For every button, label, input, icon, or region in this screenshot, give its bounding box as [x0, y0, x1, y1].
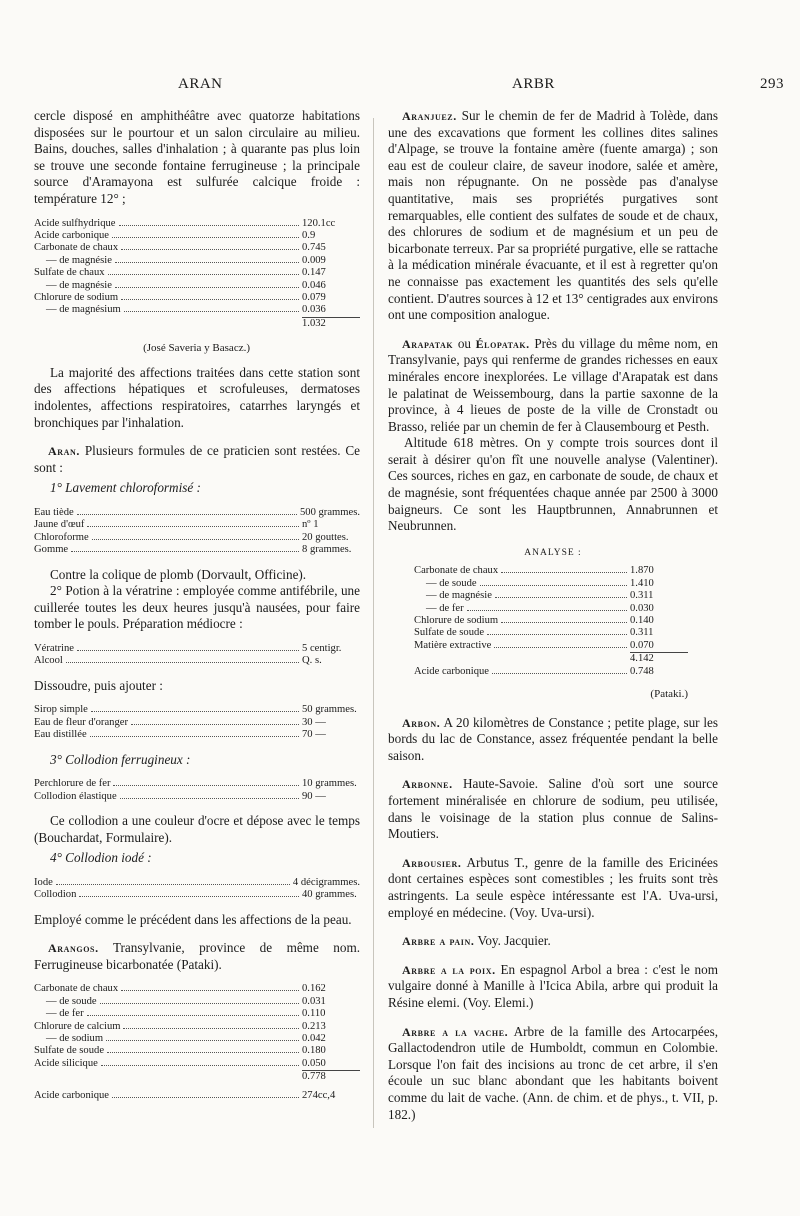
- dot-leader: [495, 597, 627, 598]
- dot-leader: [115, 262, 299, 263]
- table-value: 0.046: [302, 279, 326, 291]
- table-row: [34, 292, 360, 304]
- table-row: [34, 655, 360, 667]
- table-label: — de soude: [426, 577, 477, 589]
- table-value: 0.079: [302, 292, 326, 303]
- table-row: [34, 717, 360, 729]
- table-total: 0.778: [302, 1070, 360, 1083]
- table-value: 500 grammes.: [299, 506, 360, 518]
- dot-leader: [494, 647, 627, 648]
- table-label: Acide carbonique: [34, 229, 110, 241]
- table-row: [34, 242, 360, 254]
- page-number: 293: [760, 76, 784, 92]
- dot-leader: [101, 1065, 299, 1066]
- paragraph: cercle disposé en amphithéâtre avec quatorze habitations disposées sur le pourtour et un salon circulaire au milieu. Bains, douches, salles d'inhalation ; à quarante pas plus loin se trouve une seconde fontaine ferrugineuse ; la principale source d'Aramayona est sulfurée calcique froide : température 12° ;: [34, 108, 360, 206]
- table-value: 0.745: [302, 242, 326, 254]
- entry-arbre-a-la-vache: [388, 1024, 718, 1124]
- table-row: [34, 1033, 360, 1045]
- headword: Arangos.: [48, 941, 99, 956]
- table-value: 1.410: [630, 577, 654, 589]
- entry-text: Près du village du même nom, en Transylvanie, pays qui renferme de grandes richesses en eaux minérales encore inexplorées. Le village d'Arapatak est dans le palatinat de Weissembourg, dans la partie saxonne de la province, à 4 lieues de poste de la ville de Cronstadt ou Brasso, reliée par un chemin de fer à Clausembourg et Pesth.: [388, 335, 719, 434]
- entry-arapatak: [388, 336, 718, 436]
- dot-leader: [87, 1015, 299, 1016]
- headword: Arbousier.: [402, 855, 462, 870]
- table-label: Carbonate de chaux: [34, 242, 119, 254]
- table-label: Sulfate de chaux: [34, 267, 105, 279]
- headword: Aran.: [48, 444, 80, 459]
- table-label: Acide silicique: [34, 1057, 98, 1069]
- dot-leader: [56, 884, 290, 885]
- paragraph: Altitude 618 mètres. On y compte trois sources dont il serait à désirer qu'on fît une nouvelle analyse (Valentiner). Ces sources, riches en gaz, en carbonate de soude, de chaux et de magnésie, sont fréquentées chaque année par 2500 à 3000 baigneurs. Ce sont les Hauptbrunnen, Annabrunnen et Neubrunnen.: [388, 435, 718, 534]
- dot-leader: [112, 237, 299, 238]
- formula-title: 3° Collodion ferrugineux :: [50, 751, 191, 767]
- table-value: Q. s.: [302, 655, 322, 667]
- dot-leader: [91, 711, 299, 712]
- table-value: 0.110: [302, 1008, 326, 1020]
- table-value: nº 1: [302, 519, 319, 531]
- paragraph: Employé comme le précédent dans les affections de la peau.: [34, 911, 352, 927]
- paragraph: Dissoudre, puis ajouter :: [34, 677, 163, 693]
- entry-text: Voy. Jacquier.: [477, 933, 551, 949]
- table-row: [34, 729, 360, 741]
- paragraph: La majorité des affections traitées dans cette station sont des affections hépatiques et scrofuleuses, dermatoses indolentes, affections respiratoires, catarrhes laryngés et bronchiques par l'inhalation.: [34, 364, 360, 430]
- headword: Arbre a la poix.: [402, 962, 496, 977]
- entry-aranjuez: [388, 108, 718, 324]
- table-row: [34, 544, 360, 556]
- table-row: [34, 778, 360, 790]
- table-row: [414, 578, 688, 590]
- table-row: [34, 230, 360, 242]
- dot-leader: [121, 299, 299, 300]
- table-label: Perchlorure de fer: [34, 778, 111, 790]
- table-value: 0.9: [302, 229, 316, 241]
- dot-leader: [121, 990, 299, 991]
- entry-text: Arbre de la famille des Artocarpées, Gallactodendron utile de Humboldt, commun en Colombie. Lorsque l'on fait des incisions au tronc de cet arbre, il s'en écoule un suc blanc abondant que les habitants boivent comme du lait de vache. (Ann. de chim. et de phys., t. VII, p. 182.): [388, 1023, 718, 1122]
- table-source: (Pataki.): [650, 688, 688, 701]
- table-label: Collodion: [34, 889, 77, 901]
- table-label: Alcool: [34, 655, 63, 667]
- table-row: [34, 507, 360, 519]
- table-value: 8 grammes.: [302, 544, 352, 556]
- table-value: 70 —: [302, 729, 326, 741]
- dot-leader: [77, 514, 297, 515]
- dot-leader: [71, 551, 299, 552]
- left-column: [34, 108, 360, 1112]
- dot-leader: [480, 585, 627, 586]
- table-row: [34, 1021, 360, 1033]
- table-value: 0.042: [302, 1033, 326, 1044]
- entry-arangos: [34, 940, 360, 973]
- analysis-table-aramayona: [34, 218, 360, 317]
- table-label: Matière extractive: [414, 639, 492, 651]
- formula-table: [34, 643, 360, 668]
- paragraph: Contre la colique de plomb (Dorvault, Officine).: [50, 566, 307, 582]
- dot-leader: [501, 622, 627, 623]
- entry-arbonne: [388, 776, 718, 842]
- table-label: Carbonate de chaux: [414, 565, 499, 577]
- analysis-table-arapatak: [388, 565, 718, 652]
- table-value: 0.147: [302, 267, 326, 279]
- formula-paragraph: 2° Potion à la vératrine : employée comme antifébrile, une cuillerée toutes les deux heures jusqu'à nausées, pour faire tomber le pouls. Préparation médiocre :: [34, 583, 360, 632]
- table-label: Vératrine: [34, 642, 74, 654]
- table-label: Acide carbonique: [34, 1089, 110, 1101]
- table-value: 0.311: [630, 627, 654, 639]
- table-row: [34, 983, 360, 995]
- formula-table: [34, 507, 360, 557]
- table-value: 0.030: [630, 602, 654, 614]
- paragraph: Ce collodion a une couleur d'ocre et dépose avec le temps (Bouchardat, Formulaire).: [34, 813, 360, 845]
- entry-aran: [34, 443, 360, 476]
- table-value: 120.1cc: [302, 217, 336, 229]
- dot-leader: [119, 225, 300, 226]
- dot-leader: [467, 610, 627, 611]
- table-total: 1.032: [302, 317, 360, 330]
- formula-table: [34, 877, 360, 902]
- dot-leader: [107, 1052, 299, 1053]
- table-label: — de sodium: [46, 1033, 104, 1044]
- table-row: [414, 590, 688, 602]
- table-value: 20 gouttes.: [302, 531, 349, 543]
- table-row: [34, 519, 360, 531]
- table-row: [34, 704, 360, 716]
- table-row: [34, 889, 360, 901]
- table-label: — de magnésie: [46, 254, 112, 266]
- running-header: [0, 76, 800, 98]
- table-value: 0.070: [630, 639, 654, 651]
- dot-leader: [92, 539, 299, 540]
- formula-table: [34, 704, 360, 741]
- table-row: [34, 996, 360, 1008]
- table-label: Gomme: [34, 544, 69, 556]
- dot-leader: [90, 736, 299, 737]
- table-value: 30 —: [302, 716, 326, 728]
- table-row: [414, 603, 688, 615]
- table-label: Chlorure de sodium: [414, 615, 499, 627]
- table-value: 4 décigrammes.: [292, 876, 360, 888]
- table-row: [34, 218, 360, 230]
- dot-leader: [106, 1040, 299, 1041]
- table-value: 50 grammes.: [302, 704, 357, 716]
- table-value: 0.180: [302, 1045, 326, 1057]
- table-value: 10 grammes.: [302, 778, 357, 790]
- dot-leader: [124, 311, 299, 312]
- dot-leader: [108, 274, 299, 275]
- table-value: 0.162: [302, 983, 326, 995]
- table-row: [34, 643, 360, 655]
- dot-leader: [121, 249, 299, 250]
- table-row: [34, 280, 360, 292]
- table-label: Collodion élastique: [34, 790, 117, 802]
- dot-leader: [100, 1003, 299, 1004]
- table-label: Eau distillée: [34, 729, 87, 741]
- headword: Arbon.: [402, 715, 441, 730]
- table-value: 5 centigr.: [302, 642, 342, 654]
- entry-text: ou: [457, 335, 471, 351]
- table-label: Carbonate de chaux: [34, 983, 119, 995]
- right-column: [388, 108, 718, 1123]
- table-label: — de magnésium: [46, 304, 121, 316]
- entry-text: Arbutus T., genre de la famille des Ericinées dont certaines espèces sont comestibles ; les fruits sont très astringents. La seule espèce intéressante est l'A. Uva-ursi, employé en médecine. (Voy. Uva-ursi).: [388, 854, 718, 920]
- table-value: 0.031: [302, 995, 326, 1007]
- table-label: Chlorure de calcium: [34, 1020, 121, 1032]
- table-label: — de fer: [426, 602, 464, 614]
- table-label: Chlorure de sodium: [34, 292, 119, 303]
- table-value: 0.748: [630, 665, 654, 677]
- table-label: Sirop simple: [34, 704, 88, 716]
- headword: Arbre a la vache.: [402, 1024, 509, 1039]
- table-label: Iode: [34, 876, 53, 888]
- headword: Aranjuez.: [402, 109, 457, 123]
- table-label: — de magnésie: [426, 590, 492, 602]
- entry-text: A 20 kilomètres de Constance ; petite plage, sur les bords du lac de Constance, assez fréquentée pendant la belle saison.: [388, 714, 718, 763]
- dot-leader: [120, 798, 299, 799]
- analysis-table-arangos: [34, 983, 360, 1070]
- dot-leader: [115, 287, 299, 288]
- table-row: [34, 267, 360, 279]
- dot-leader: [501, 572, 627, 573]
- formula-title: 4° Collodion iodé :: [50, 850, 152, 866]
- entry-text: Plusieurs formules de ce praticien sont restées. Ce sont :: [34, 443, 360, 475]
- table-value: 274cc,4: [302, 1089, 336, 1101]
- dot-leader: [87, 526, 299, 527]
- entry-arbre-a-la-poix: [388, 962, 718, 1012]
- dot-leader: [487, 634, 627, 635]
- table-label: — de magnésie: [46, 279, 112, 291]
- dot-leader: [66, 662, 299, 663]
- table-value: 90 —: [302, 790, 326, 802]
- dot-leader: [131, 724, 299, 725]
- table-value: 0.311: [630, 590, 654, 602]
- table-value: 0.036: [302, 304, 326, 316]
- table-row: [34, 304, 360, 316]
- entry-arbre-a-pain: [388, 933, 718, 950]
- table-row: [34, 877, 360, 889]
- table-row: [34, 791, 360, 803]
- formula-title: 1° Lavement chloroformisé :: [50, 480, 201, 496]
- table-row: [34, 1045, 360, 1057]
- formula-table: [34, 778, 360, 803]
- header-left-word: ARAN: [178, 76, 223, 92]
- headword: Arbre a pain.: [402, 934, 475, 949]
- table-row: [34, 532, 360, 544]
- table-value: 40 grammes.: [302, 889, 357, 901]
- table-row: [414, 565, 688, 577]
- entry-arbon: [388, 715, 718, 765]
- table-label: Acide sulfhydrique: [34, 217, 116, 229]
- table-label: — de soude: [46, 995, 97, 1007]
- table-value: 1.870: [630, 565, 654, 577]
- entry-text: En espagnol Arbol a brea : c'est le nom vulgaire donné à Manille à l'Icica Abila, arbre qui produit la Résine elemi. (Voy. Elemi.): [388, 961, 719, 1010]
- headword: Élopatak.: [475, 336, 530, 351]
- dot-leader: [79, 896, 299, 897]
- table-label: Eau tiède: [34, 506, 74, 518]
- table-value: 0.050: [302, 1057, 326, 1069]
- table-row: [414, 640, 688, 652]
- table-label: Acide carbonique: [414, 665, 490, 677]
- table-value: 0.213: [302, 1020, 326, 1032]
- table-row: [414, 627, 688, 639]
- table-total: 4.142: [630, 652, 688, 665]
- header-center-word: ARBR: [512, 76, 555, 92]
- analysis-label: ANALYSE :: [524, 547, 582, 558]
- column-divider: [373, 118, 374, 1128]
- headword: Arbonne.: [402, 777, 453, 792]
- entry-text: Haute-Savoie. Saline d'où sort une source fortement minéralisée en chlorure de sodium, peu utilisée, dans le voisinage de la station plus connue de Salins-Moutiers.: [388, 776, 718, 842]
- table-row: [34, 255, 360, 267]
- table-label: Eau de fleur d'oranger: [34, 716, 128, 728]
- table-label: Chloroforme: [34, 531, 89, 543]
- table-label: Sulfate de soude: [414, 627, 485, 639]
- entry-text: Transylvanie, province de même nom. Ferrugineuse bicarbonatée (Pataki).: [34, 940, 360, 972]
- table-row: [414, 615, 688, 627]
- table-source: (José Saveria y Basacz.): [143, 342, 250, 355]
- entry-arbousier: [388, 855, 718, 921]
- headword: Arapatak: [402, 336, 454, 351]
- entry-text: Sur le chemin de fer de Madrid à Tolède, dans une des excavations que forment les collines dites salines d'Alpage, se trouve la fontaine amère (fuente amarga) ; son eau est de couleur claire, de saveur inodore, salée et amère, mais non répugnante. On ne possède pas d'analyse quantitative, mais ses propriétés purgatives sont remarquables, elle contient des sulfates de soude et de chaux, des chlorures de sodium et de magnésium et un peu de bicarbonate terreux. Par sa propriété purgative, elle se rattache à la médication minérale évacuante, et il est à regretter qu'on ne connaisse pas exactement les quantités des sels qu'elle contient. D'autres sources à 12 et 13° centigrades aux environs ont une composition analogue.: [388, 108, 719, 323]
- table-row: [34, 1058, 360, 1070]
- table-label: Jaune d'œuf: [34, 519, 85, 531]
- table-label: Sulfate de soude: [34, 1045, 105, 1057]
- dot-leader: [113, 785, 299, 786]
- dot-leader: [77, 650, 299, 651]
- table-row: [34, 1008, 360, 1020]
- table-label: — de fer: [46, 1008, 84, 1020]
- table-value: 0.140: [630, 615, 654, 627]
- table-value: 0.009: [302, 254, 326, 266]
- dot-leader: [123, 1028, 299, 1029]
